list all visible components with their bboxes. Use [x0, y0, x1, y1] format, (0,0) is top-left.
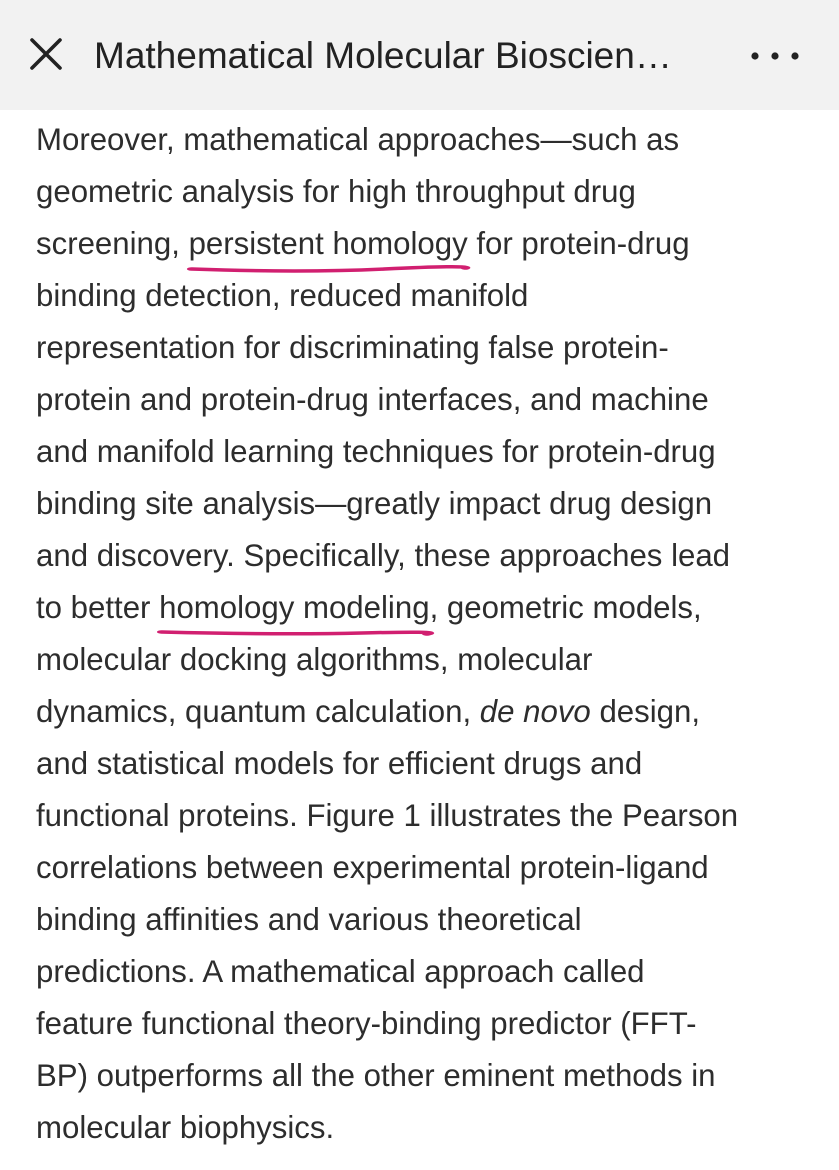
text-segment: for protein-drug: [467, 226, 690, 261]
top-bar: [0, 0, 839, 110]
article-body: [36, 114, 826, 1154]
text-line: feature functional theory-binding predictor (FFT-: [36, 1006, 697, 1041]
highlighted-phrase: [189, 218, 468, 270]
text-line: and discovery. Specifically, these approaches lead: [36, 538, 731, 573]
text-segment: screening,: [36, 226, 189, 261]
text-line: molecular biophysics.: [36, 1110, 335, 1145]
text-line: representation for discriminating false protein-: [36, 330, 669, 365]
highlighted-text: homology modeling: [159, 590, 430, 625]
more-dots-icon: [740, 34, 810, 78]
highlighted-phrase: [159, 582, 429, 634]
text-line: geometric analysis for high throughput drug: [36, 174, 636, 209]
underline-annotation: [189, 260, 468, 274]
page-title: Mathematical Molecular Bioscien…: [94, 35, 672, 76]
text-line: BP) outperforms all the other eminent methods in: [36, 1058, 716, 1093]
text-segment: to better: [36, 590, 160, 625]
close-icon: [22, 30, 70, 78]
text-line: binding detection, reduced manifold: [36, 278, 529, 313]
text-segment: design,: [590, 694, 701, 729]
underline-annotation: [159, 624, 429, 638]
text-line: [36, 686, 826, 738]
text-line: protein and protein-drug interfaces, and machine: [36, 382, 709, 417]
text-line: [36, 582, 826, 634]
text-segment: dynamics, quantum calculation,: [36, 694, 480, 729]
text-line: molecular docking algorithms, molecular: [36, 642, 593, 677]
text-line: and manifold learning techniques for protein-drug: [36, 434, 716, 469]
text-line: predictions. A mathematical approach called: [36, 954, 645, 989]
italic-term: de novo: [479, 694, 591, 729]
highlighted-text: persistent homology: [188, 226, 468, 261]
text-line: [36, 218, 826, 270]
text-line: binding site analysis—greatly impact drug design: [36, 486, 713, 521]
more-options-button[interactable]: [740, 34, 810, 78]
text-line: binding affinities and various theoretical: [36, 902, 582, 937]
text-line: correlations between experimental protein-ligand: [36, 850, 709, 885]
text-line: functional proteins. Figure 1 illustrates the Pearson: [36, 798, 739, 833]
text-segment: , geometric models,: [429, 590, 702, 625]
close-button[interactable]: [22, 30, 70, 78]
text-line: Moreover, mathematical approaches—such as: [36, 122, 680, 157]
text-line: and statistical models for efficient drugs and: [36, 746, 643, 781]
